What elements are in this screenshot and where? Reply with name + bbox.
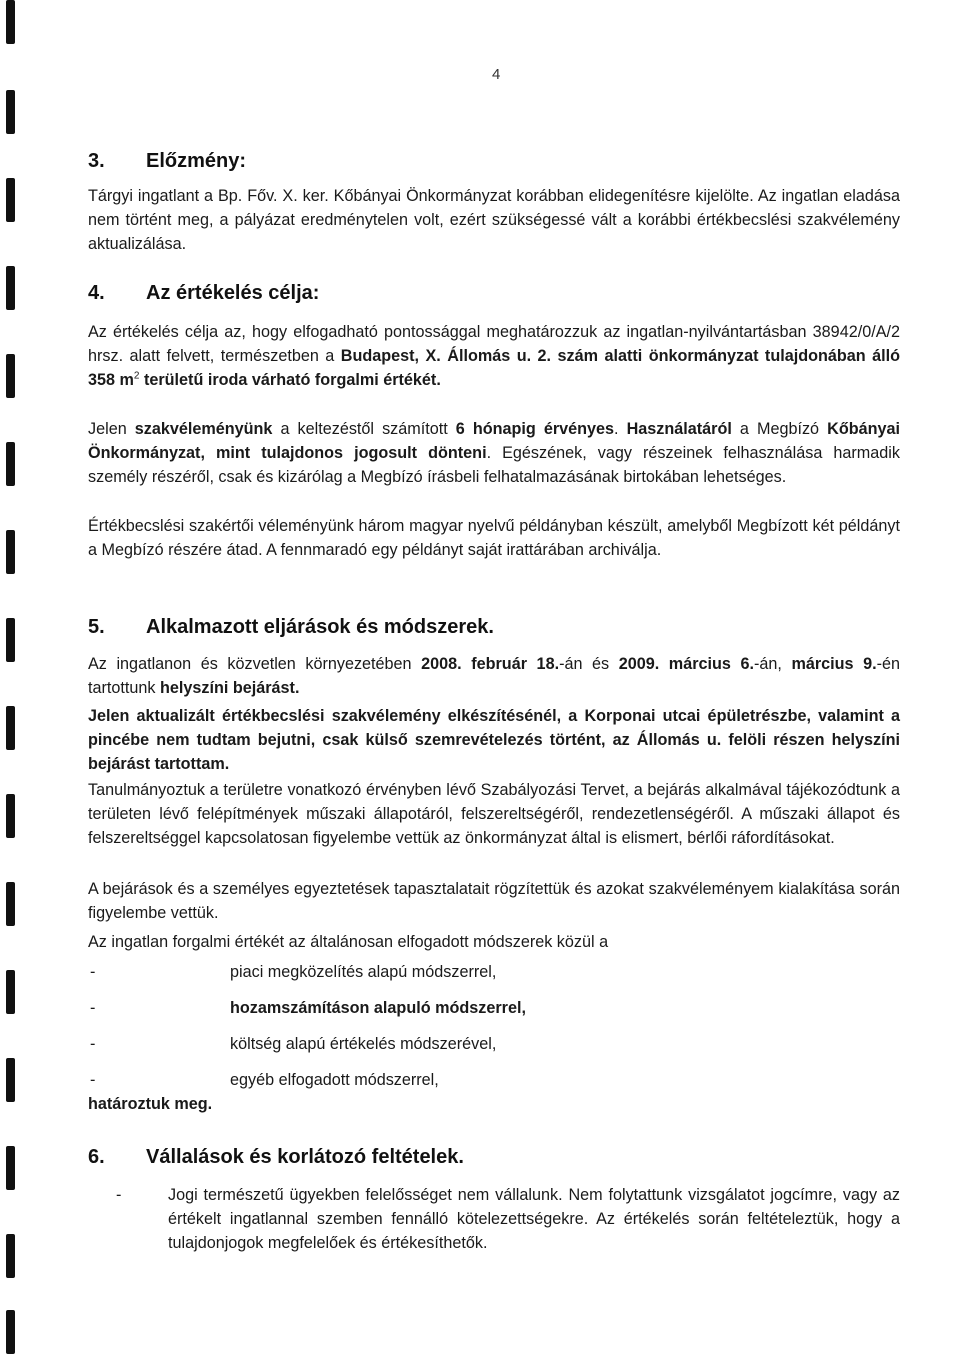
list-item: - piaci megközelítés alapú módszerrel, — [90, 963, 497, 981]
section-5-heading: 5. Alkalmazott eljárások és módszerek. — [88, 616, 494, 638]
section-4-heading: 4. Az értékelés célja: — [88, 282, 320, 304]
section-6-text: - Jogi természetű ügyekben felelősséget nem vállalunk. Nem folytattunk vizsgálatot jogcímre, vagy az értékelt ingatlannal szemben fennálló kötelezettségekre. Az értékelés során feltételeztük, hogy a tulajdonjogok megfelelőek és értékesíthetők. — [116, 1186, 900, 1252]
section-5-methods-intro: Az ingatlan forgalmi értékét az általánosan elfogadott módszerek közül a — [88, 933, 609, 951]
section-5-experience: A bejárások és a személyes egyeztetések tapasztalatait rögzítettük és azokat szakvéleményem kialakítása során figyelembe vettük. — [88, 880, 900, 922]
section-5-inspection: Az ingatlanon és közvetlen környezetében 2008. február 18.-án és 2009. március 6.-án, március 9.-én tartottunk helyszíni bejárást. — [88, 655, 901, 697]
section-5-access-note: Jelen aktualizált értékbecslési szakvélemény elkészítésénél, a Korponai utcai épületrészbe, valamint a pincébe nem tudtam bejutni, csak külső szemrevételezés történt, az Állomás u. felöli részen helyszíni bejárást tartottam. — [88, 707, 900, 773]
list-item: - költség alapú értékelés módszerével, — [90, 1035, 497, 1053]
section-5-study: Tanulmányoztuk a területre vonatkozó érvényben lévő Szabályozási Tervet, a bejárás alkalmával tájékozódtunk a területen lévő felépítmények műszaki állapotáról, felszereltségéről, rendezetlenségéről. A műszaki állapot és felszereltséggel kapcsolatosan figyelembe vettük az önkormányzat által is elismert, bérlői ráfordításokat. — [88, 781, 900, 847]
methods-closing: határoztuk meg. — [88, 1095, 213, 1113]
section-3-heading: 3. Előzmény: — [88, 150, 247, 172]
section-4-validity: Jelen szakvéleményünk a keltezéstől számított 6 hónapig érvényes. Használatáról a Megbízó Kőbányai Önkormányzat, mint tulajdonos jogosult dönteni. Egészének, vagy részeinek felhasználása harmadik személy részéről, csak és kizárólag a Megbízó írásbeli felhatalmazásának birtokában lehetséges. — [88, 420, 900, 486]
document-page — [88, 0, 900, 1355]
binding-holes — [6, 0, 22, 1355]
section-6-heading: 6. Vállalások és korlátozó feltételek. — [88, 1146, 464, 1168]
list-item: - hozamszámításon alapuló módszerrel, — [90, 999, 526, 1017]
section-4-purpose: Az értékelés célja az, hogy elfogadható pontossággal meghatározzuk az ingatlan-nyilvántartásban 38942/0/A/2 hrsz. alatt felvett, természetben a Budapest, X. Állomás u. 2. szám alatti önkormányzat tulajdonában álló 358 $m^2$ területű iroda várható forgalmi értékét. — [88, 323, 900, 389]
section-3-text: Tárgyi ingatlant a Bp. Főv. X. ker. Kőbányai Önkormányzat korábban elidegenítésre kijelölte. Az ingatlan eladása nem történt meg, a pályázat eredménytelen volt, ezért szükségessé vált a korábbi értékbecslési szakvélemény aktualizálása. — [88, 187, 900, 253]
methods-list — [88, 960, 900, 1104]
list-item: - egyéb elfogadott módszerrel, — [90, 1071, 439, 1089]
page-number: 4 — [492, 66, 501, 83]
section-4-copies: Értékbecslési szakértői véleményünk három magyar nyelvű példányban készült, amelyből Megbízott két példányt a Megbízó részére átad. A fennmaradó egy példányt saját irattárában archiválja. — [88, 517, 900, 559]
